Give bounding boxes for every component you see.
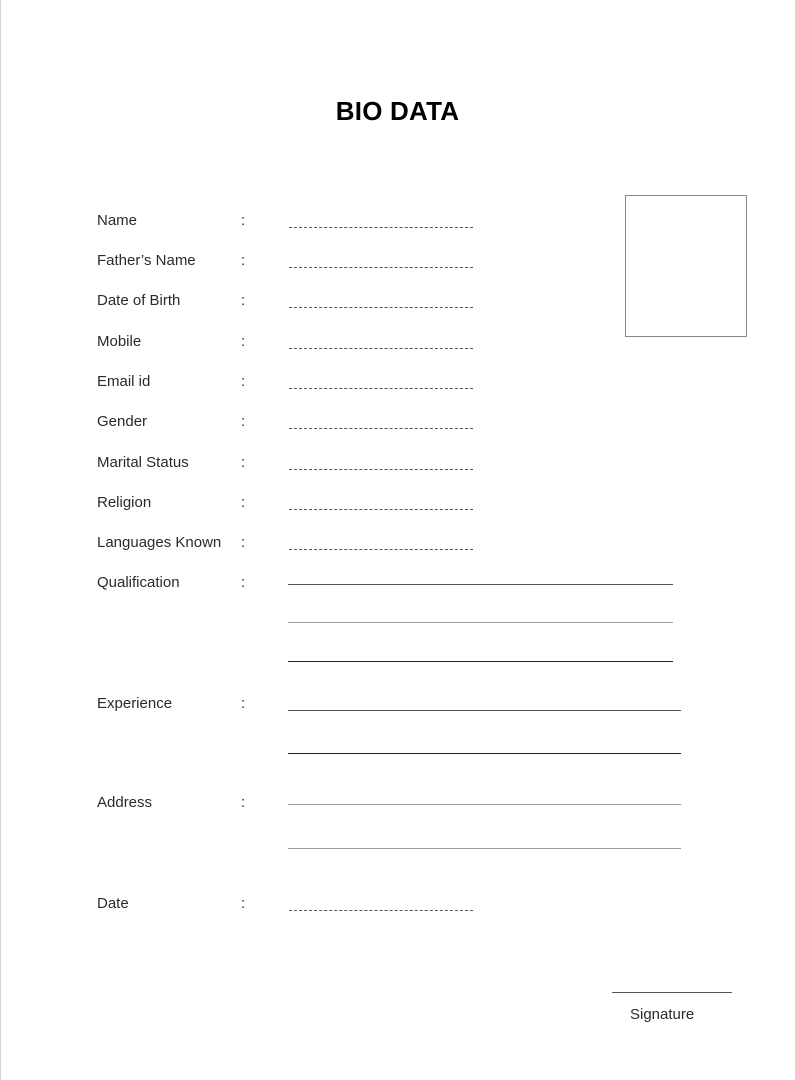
address-line-2[interactable]: [288, 848, 681, 849]
name-colon: :: [241, 212, 246, 229]
experience-line-2[interactable]: [288, 753, 681, 754]
address-colon: :: [241, 794, 246, 811]
mobile-label: Mobile: [97, 333, 142, 350]
signature-line[interactable]: [612, 992, 732, 993]
address-label: Address: [97, 794, 153, 811]
religion-label: Religion: [97, 494, 152, 511]
experience-label: Experience: [97, 695, 173, 712]
languages-known-colon: :: [241, 534, 246, 551]
qualification-label: Qualification: [97, 574, 180, 591]
signature-label: Signature: [630, 1006, 695, 1023]
marital-status-label: Marital Status: [97, 454, 189, 471]
qualification-line-2[interactable]: [288, 622, 673, 623]
email-field[interactable]: [289, 388, 473, 389]
religion-colon: :: [241, 494, 246, 511]
page-edge: [0, 0, 1, 1080]
date-label: Date: [97, 895, 129, 912]
qualification-colon: :: [241, 574, 246, 591]
experience-colon: :: [241, 695, 246, 712]
gender-colon: :: [241, 413, 246, 430]
experience-line-1[interactable]: [288, 710, 681, 711]
name-label: Name: [97, 212, 138, 229]
mobile-field[interactable]: [289, 348, 473, 349]
date-of-birth-label: Date of Birth: [97, 292, 181, 309]
marital-status-field[interactable]: [289, 469, 473, 470]
languages-known-label: Languages Known: [97, 534, 222, 551]
languages-known-field[interactable]: [289, 549, 473, 550]
date-of-birth-field[interactable]: [289, 307, 473, 308]
gender-label: Gender: [97, 413, 148, 430]
email-label: Email id: [97, 373, 151, 390]
qualification-line-3[interactable]: [288, 661, 673, 662]
address-line-1[interactable]: [288, 804, 681, 805]
fathers-name-label: Father’s Name: [97, 252, 196, 269]
date-field[interactable]: [289, 910, 473, 911]
gender-field[interactable]: [289, 428, 473, 429]
photo-box: [625, 195, 747, 337]
qualification-line-1[interactable]: [288, 584, 673, 585]
date-of-birth-colon: :: [241, 292, 246, 309]
date-colon: :: [241, 895, 246, 912]
mobile-colon: :: [241, 333, 246, 350]
name-field[interactable]: [289, 227, 473, 228]
fathers-name-field[interactable]: [289, 267, 473, 268]
fathers-name-colon: :: [241, 252, 246, 269]
page-title: BIO DATA: [335, 96, 460, 126]
marital-status-colon: :: [241, 454, 246, 471]
religion-field[interactable]: [289, 509, 473, 510]
email-colon: :: [241, 373, 246, 390]
